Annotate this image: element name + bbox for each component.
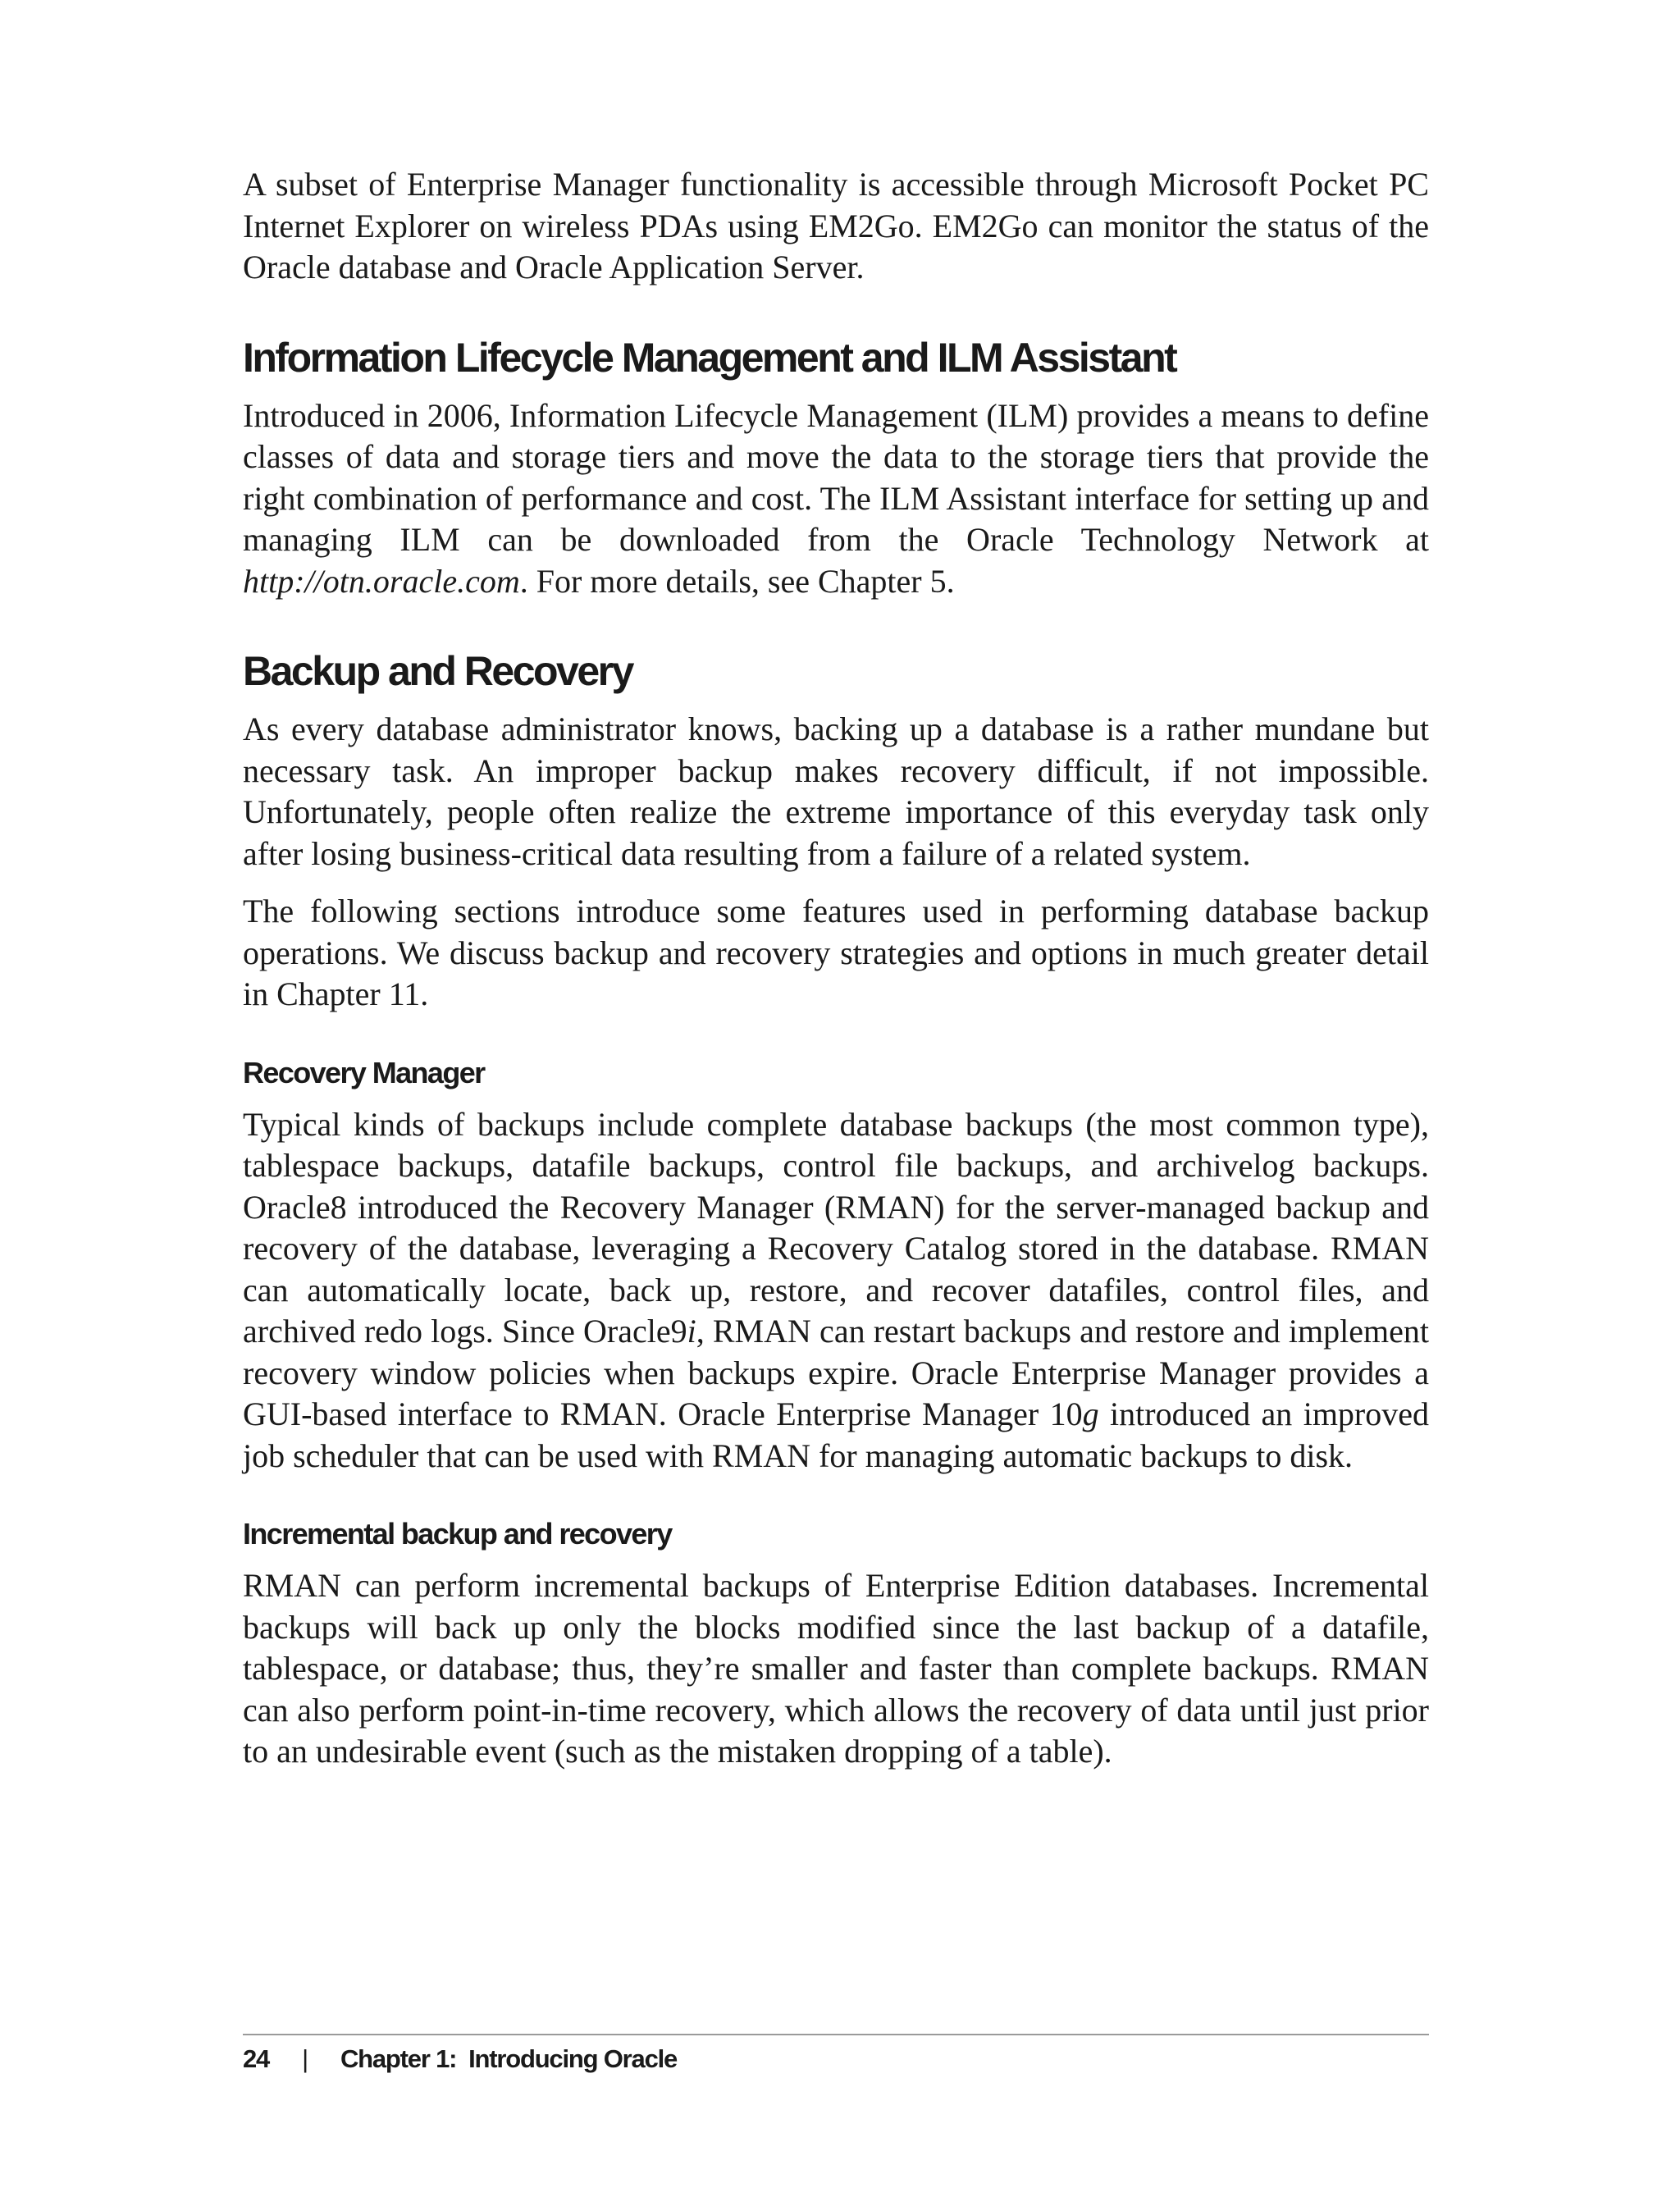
- rman-italic-i: i: [687, 1313, 696, 1350]
- ilm-paragraph-text: Introduced in 2006, Information Lifecycle Management (ILM) provides a means to define classes of data and storage tiers and move the data to the storage tiers that provide the right combination of performance and cost. The ILM Assistant interface for setting up and managing ILM can be downloaded from the Oracle Technology Network at: [243, 396, 1429, 558]
- ilm-paragraph-tail: . For more details, see Chapter 5.: [519, 562, 955, 600]
- footer-separator: |: [302, 2044, 308, 2073]
- running-chapter-title: Chapter 1: Introducing Oracle: [340, 2044, 678, 2073]
- section-heading-ilm: Information Lifecycle Management and ILM Assistant: [243, 334, 1176, 381]
- otn-link[interactable]: http://otn.oracle.com: [243, 562, 520, 600]
- subsection-heading-recovery-manager: Recovery Manager: [243, 1055, 485, 1089]
- section-heading-backup: Backup and Recovery: [243, 648, 632, 694]
- backup-paragraph-2: The following sections introduce some features used in performing database backup operations. We discuss backup and recovery strategies and options in much greater detail in Chapter 11.: [243, 893, 1429, 1012]
- footer-divider: [243, 2034, 1429, 2035]
- page-footer: [243, 2043, 677, 2076]
- recovery-manager-paragraph: [243, 1104, 1429, 1478]
- ilm-paragraph: [243, 395, 1429, 603]
- page-number: 24: [243, 2044, 270, 2073]
- rman-text-2: , RMAN can restart backups and restore and implement recovery window policies when backups expire. Oracle Enterprise Manager provides a GUI-based interface to RMAN. Oracle Enterprise Manager 10: [243, 1313, 1429, 1432]
- intro-paragraph: A subset of Enterprise Manager functionality is accessible through Microsoft Pocket PC Internet Explorer on wireless PDAs using EM2Go. EM2Go can monitor the status of the Oracle database and Oracle Application Server.: [243, 166, 1429, 285]
- rman-text-1: Typical kinds of backups include complete database backups (the most common type), tablespace backups, datafile backups, control file backups, and archivelog backups. Oracle8 introduced the Recovery Manager (RMAN) for the server-managed backup and recovery of the database, leveraging a Recovery Catalog stored in the database. RMAN can automatically locate, back up, restore, and recover datafiles, control files, and archived redo logs. Since Oracle9: [243, 1105, 1429, 1350]
- backup-paragraph-1: As every database administrator knows, backing up a database is a rather mundane but necessary task. An improper backup makes recovery difficult, if not impossible. Unfortunately, people often realize the extreme importance of this everyday task only after losing business-critical data resulting from a failure of a related system.: [243, 710, 1429, 872]
- rman-italic-g: g: [1082, 1395, 1099, 1432]
- subsection-heading-incremental: Incremental backup and recovery: [243, 1517, 672, 1551]
- page-content: [243, 164, 1429, 1789]
- rman-text-3: introduced an improved job scheduler that can be used with RMAN for managing automatic backups to disk.: [243, 1395, 1430, 1474]
- incremental-paragraph: RMAN can perform incremental backups of Enterprise Edition databases. Incremental backups will back up only the blocks modified since the last backup of a datafile, tablespace, or database; thus, they’re smaller and faster than complete backups. RMAN can also perform point-in-time recovery, which allows the recovery of data until just prior to an undesirable event (such as the mistaken dropping of a table).: [243, 1567, 1429, 1770]
